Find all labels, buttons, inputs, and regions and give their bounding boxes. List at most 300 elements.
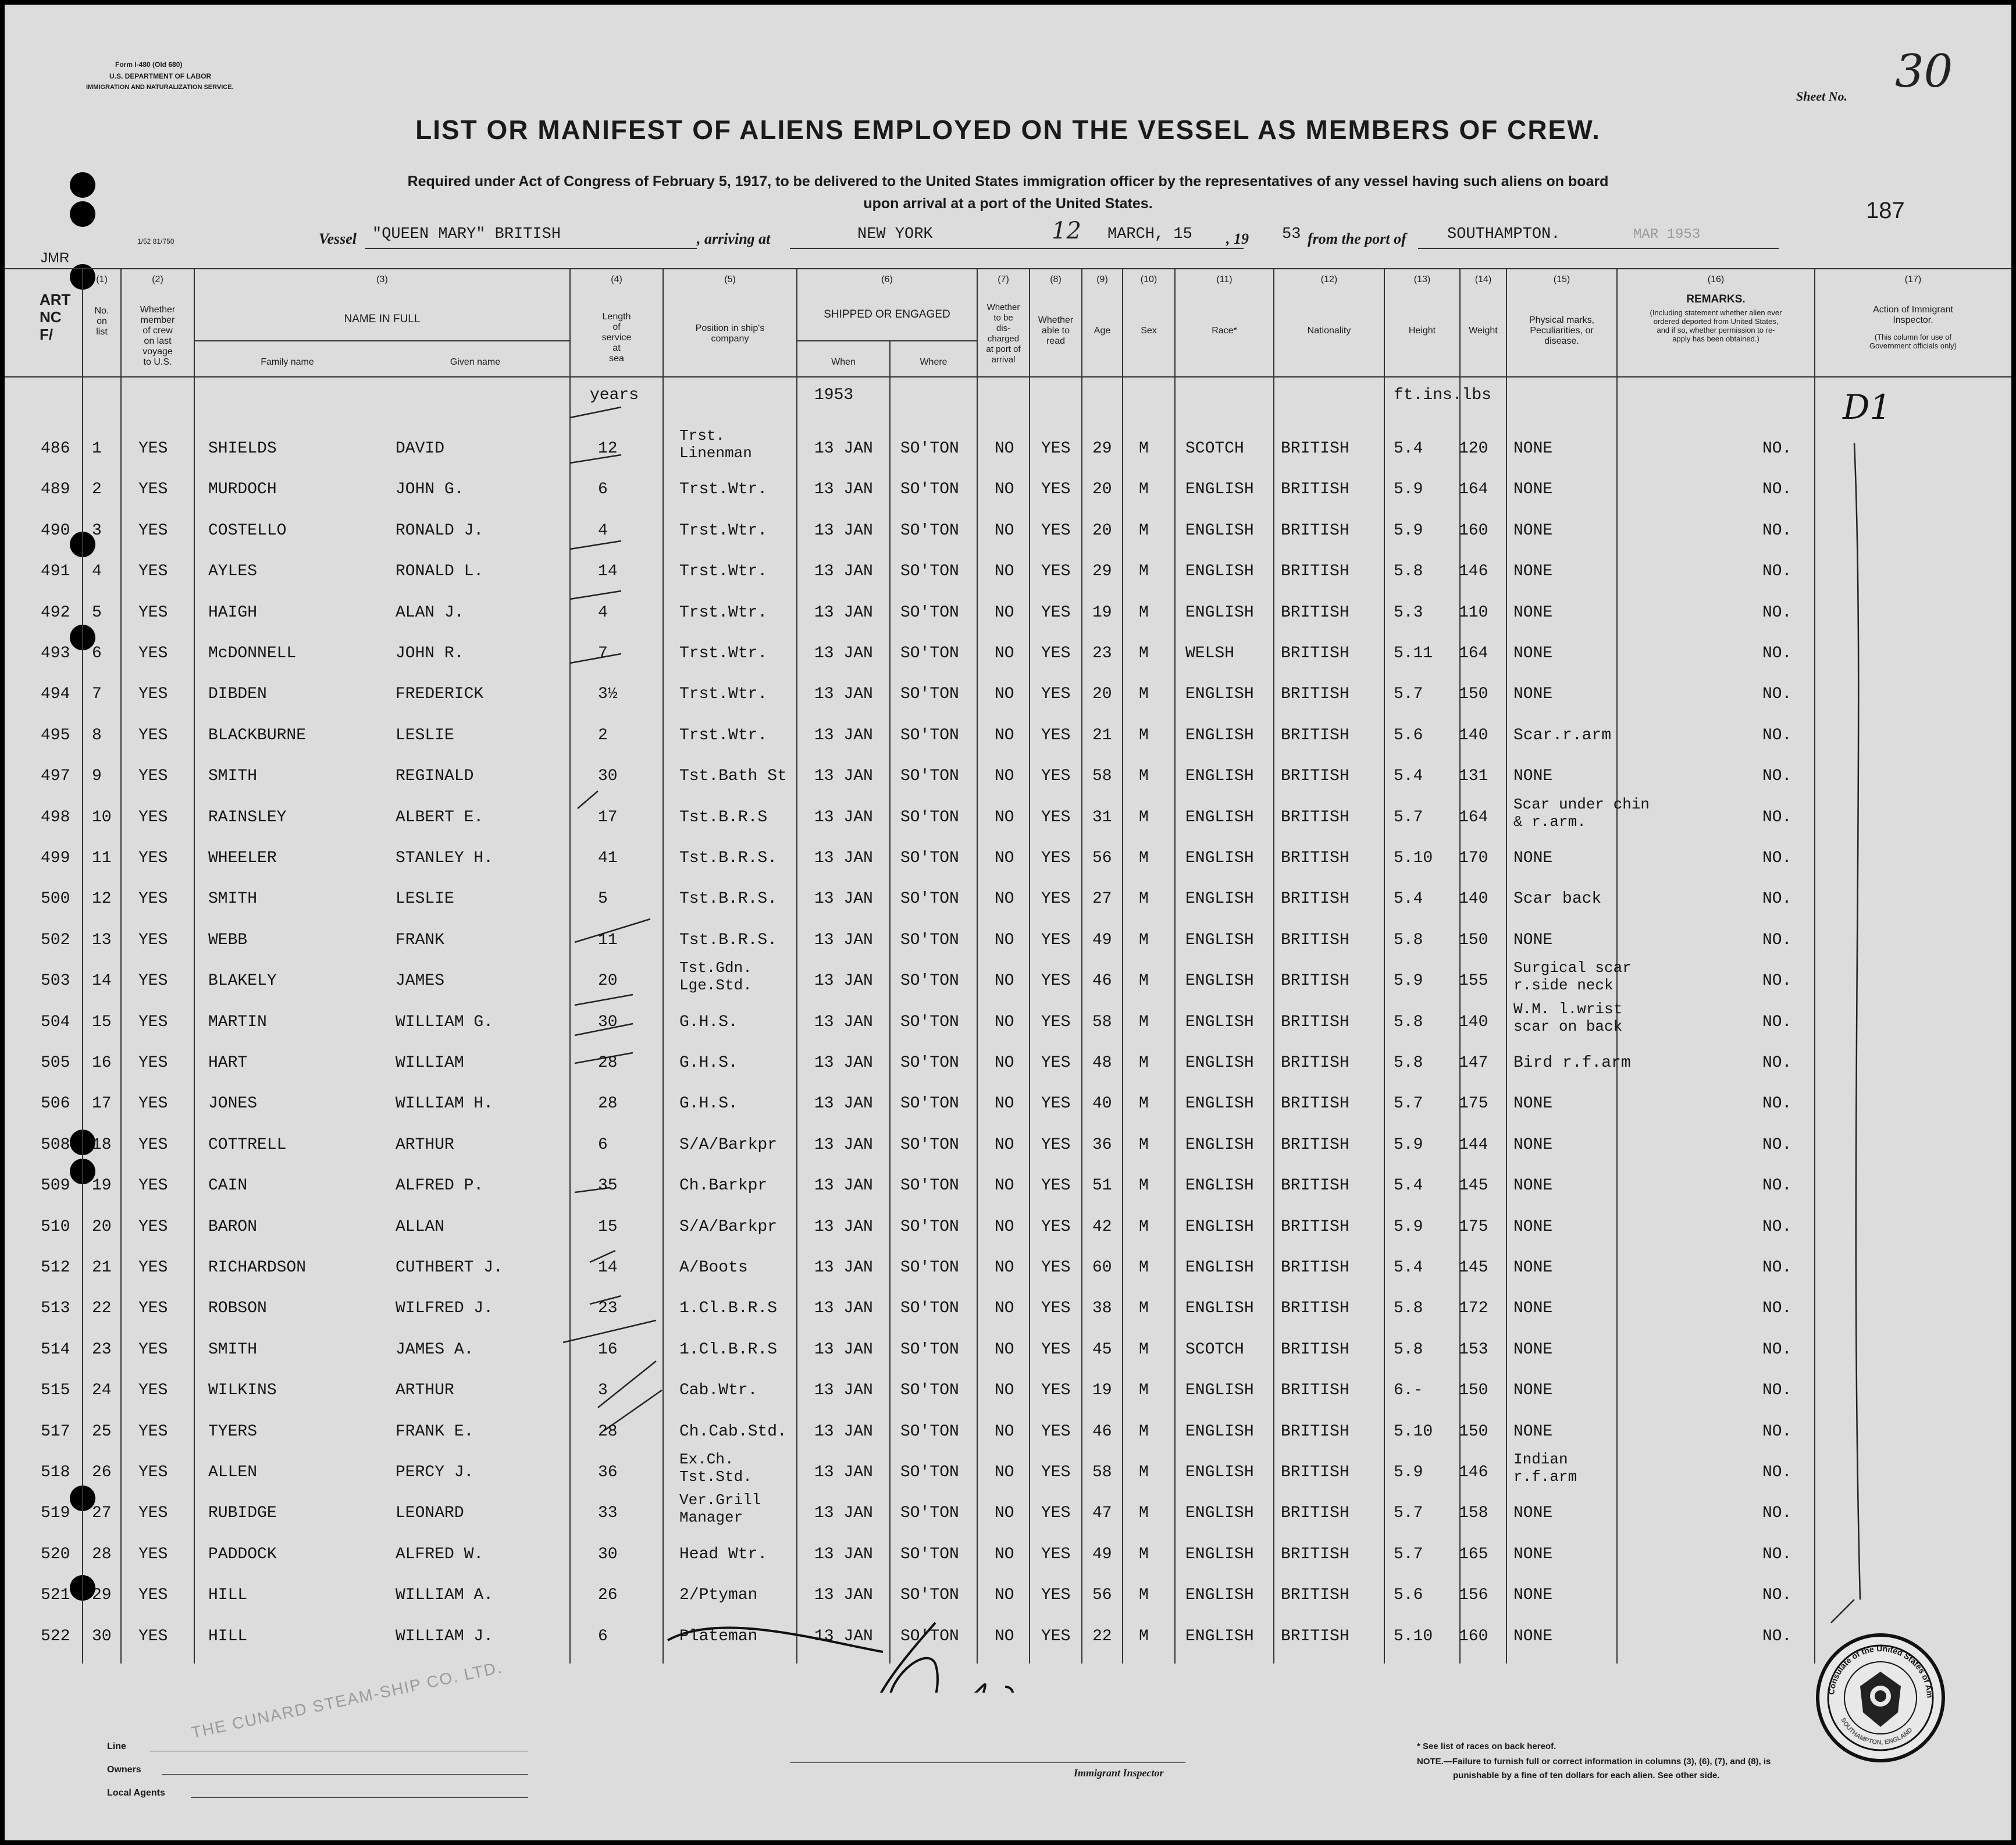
cell-shipped-where: SO'TON	[900, 1259, 959, 1277]
cell-sex: M	[1139, 521, 1149, 540]
cell-height: 5.9	[1394, 1217, 1423, 1236]
cell-given-name: LEONARD	[396, 1504, 464, 1523]
cell-remarks: NO.	[1762, 726, 1792, 745]
cell-nationality: BRITISH	[1281, 1217, 1349, 1236]
cell-position: S/A/Barkpr	[679, 1217, 778, 1236]
service-name: IMMIGRATION AND NATURALIZATION SERVICE.	[86, 84, 234, 91]
cell-position: G.H.S.	[679, 1054, 738, 1072]
cell-discharged: NO	[995, 603, 1014, 622]
cell-physical-marks: W.M. l.wrist scar on back	[1513, 1000, 1623, 1035]
cell-shipped-when: 13 JAN	[814, 1095, 873, 1113]
cell-remarks: NO.	[1762, 685, 1792, 704]
header-when: When	[831, 357, 856, 367]
cell-list-number: 14	[92, 972, 112, 991]
cell-family-name: HART	[208, 1054, 248, 1072]
cell-length-of-service: 3	[598, 1381, 608, 1400]
cell-remarks: NO.	[1762, 767, 1792, 786]
cell-height: 5.8	[1394, 931, 1423, 949]
svg-text:SOUTHAMPTON, ENGLAND: SOUTHAMPTON, ENGLAND	[1839, 1716, 1914, 1747]
cell-shipped-where: SO'TON	[900, 1217, 959, 1236]
cell-art-number: 514	[41, 1340, 70, 1359]
cell-nationality: BRITISH	[1281, 808, 1349, 827]
cell-height: 5.6	[1394, 1586, 1423, 1605]
cell-physical-marks: Scar under chin & r.arm.	[1513, 795, 1650, 831]
cell-list-number: 8	[92, 726, 102, 745]
cell-given-name: REGINALD	[396, 767, 474, 786]
cell-height: 5.9	[1394, 480, 1423, 499]
cell-art-number: 491	[41, 562, 70, 581]
cell-member-of-crew: YES	[138, 603, 168, 622]
cell-nationality: BRITISH	[1281, 1545, 1349, 1563]
cell-family-name: McDONNELL	[208, 644, 297, 663]
cell-member-of-crew: YES	[138, 1217, 168, 1236]
cell-art-number: 512	[41, 1259, 70, 1277]
year-prefix: , 19	[1226, 230, 1249, 247]
company-stamp: THE CUNARD STEAM-SHIP CO. LTD.	[190, 1658, 504, 1742]
table-row	[5, 1045, 2011, 1085]
cell-family-name: RICHARDSON	[208, 1259, 307, 1277]
cell-age: 56	[1092, 1586, 1112, 1605]
cell-given-name: LESLIE	[396, 890, 454, 909]
cell-weight: 145	[1459, 1259, 1488, 1277]
cell-member-of-crew: YES	[138, 1381, 168, 1400]
cell-discharged: NO	[995, 1381, 1014, 1400]
cell-family-name: SMITH	[208, 890, 258, 909]
cell-physical-marks: NONE	[1513, 931, 1553, 949]
cell-shipped-when: 13 JAN	[814, 521, 873, 540]
cell-weight: 164	[1459, 644, 1488, 663]
cell-sex: M	[1139, 1054, 1149, 1072]
cell-sex: M	[1139, 972, 1149, 991]
cell-able-to-read: YES	[1041, 603, 1071, 622]
cell-art-number: 515	[41, 1381, 70, 1400]
cell-length-of-service: 41	[598, 849, 618, 867]
cell-family-name: RUBIDGE	[208, 1504, 277, 1523]
cell-discharged: NO	[995, 972, 1014, 991]
cell-age: 20	[1092, 685, 1112, 704]
cell-family-name: BARON	[208, 1217, 258, 1236]
cell-remarks: NO.	[1762, 1422, 1792, 1441]
subtitle-line-2: upon arrival at a port of the United States.	[863, 195, 1153, 212]
cell-sex: M	[1139, 603, 1149, 622]
cell-member-of-crew: YES	[138, 1422, 168, 1441]
cell-length-of-service: 4	[598, 603, 608, 622]
cell-weight: 147	[1459, 1054, 1488, 1072]
cell-family-name: BLACKBURNE	[208, 726, 307, 745]
cell-weight: 175	[1459, 1095, 1488, 1113]
cell-height: 5.4	[1394, 440, 1423, 458]
cell-nationality: BRITISH	[1281, 1463, 1349, 1481]
cell-weight: 150	[1459, 685, 1488, 704]
cell-remarks: NO.	[1762, 440, 1792, 458]
cell-shipped-when: 13 JAN	[814, 1013, 873, 1031]
cell-given-name: WILLIAM A.	[396, 1586, 494, 1605]
cell-race: ENGLISH	[1185, 1259, 1254, 1277]
cell-length-of-service: 6	[598, 1627, 608, 1645]
cell-family-name: SHIELDS	[208, 440, 277, 458]
cell-position: A/Boots	[679, 1259, 748, 1277]
cell-race: ENGLISH	[1185, 1504, 1254, 1523]
cell-nationality: BRITISH	[1281, 480, 1349, 499]
cell-art-number: 498	[41, 808, 70, 827]
cell-physical-marks: Scar back	[1513, 890, 1602, 909]
cell-art-number: 519	[41, 1504, 70, 1523]
header-col-9: (9)	[1096, 275, 1108, 284]
cell-length-of-service: 30	[598, 1545, 618, 1563]
cell-physical-marks: NONE	[1513, 849, 1553, 867]
cell-member-of-crew: YES	[138, 1135, 168, 1154]
from-underline	[1418, 248, 1779, 249]
cell-able-to-read: YES	[1041, 726, 1071, 745]
header-family-name: Family name	[261, 357, 314, 367]
cell-age: 19	[1092, 603, 1112, 622]
cell-member-of-crew: YES	[138, 931, 168, 949]
cell-physical-marks: Bird r.f.arm	[1513, 1054, 1631, 1072]
cell-sex: M	[1139, 1627, 1149, 1645]
cell-given-name: WILLIAM	[396, 1054, 464, 1072]
cell-length-of-service: 16	[598, 1340, 618, 1359]
table-row	[5, 959, 2011, 1003]
cell-position: Trst.Wtr.	[679, 603, 768, 622]
cell-weight: 110	[1459, 603, 1488, 622]
cell-race: ENGLISH	[1185, 1217, 1254, 1236]
cell-able-to-read: YES	[1041, 1299, 1071, 1318]
table-row	[5, 1209, 2011, 1249]
cell-sex: M	[1139, 440, 1149, 458]
manifest-table	[5, 268, 2011, 1693]
cell-age: 27	[1092, 890, 1112, 909]
cell-list-number: 7	[92, 685, 102, 704]
cell-nationality: BRITISH	[1281, 521, 1349, 540]
cell-age: 58	[1092, 1463, 1112, 1481]
cell-family-name: ALLEN	[208, 1463, 258, 1481]
cell-shipped-where: SO'TON	[900, 767, 959, 786]
header-no-on-list: No. on list	[94, 306, 109, 337]
cell-member-of-crew: YES	[138, 1013, 168, 1031]
cell-shipped-where: SO'TON	[900, 1177, 959, 1195]
table-row	[5, 553, 2011, 594]
table-row	[5, 1085, 2011, 1126]
cell-member-of-crew: YES	[138, 972, 168, 991]
port-underline	[790, 248, 1244, 249]
cell-physical-marks: NONE	[1513, 603, 1553, 622]
cell-discharged: NO	[995, 808, 1014, 827]
cell-physical-marks: NONE	[1513, 480, 1553, 499]
table-row	[5, 1331, 2011, 1372]
cell-given-name: CUTHBERT J.	[396, 1259, 503, 1277]
cell-physical-marks: NONE	[1513, 1586, 1553, 1605]
cell-race: ENGLISH	[1185, 726, 1254, 745]
cell-list-number: 25	[92, 1422, 112, 1441]
cell-age: 20	[1092, 480, 1112, 499]
cell-able-to-read: YES	[1041, 1340, 1071, 1359]
cell-height: 5.10	[1394, 1627, 1433, 1645]
cell-nationality: BRITISH	[1281, 767, 1349, 786]
cell-able-to-read: YES	[1041, 1422, 1071, 1441]
cell-art-number: 508	[41, 1135, 70, 1154]
cell-age: 21	[1092, 726, 1112, 745]
cell-nationality: BRITISH	[1281, 849, 1349, 867]
cell-discharged: NO	[995, 1095, 1014, 1113]
cell-shipped-when: 13 JAN	[814, 1504, 873, 1523]
cell-age: 48	[1092, 1054, 1112, 1072]
cell-shipped-when: 13 JAN	[814, 644, 873, 663]
cell-given-name: FRANK	[396, 931, 445, 949]
cell-length-of-service: 30	[598, 1013, 618, 1031]
cell-shipped-when: 13 JAN	[814, 1381, 873, 1400]
cell-shipped-where: SO'TON	[900, 1054, 959, 1072]
cell-age: 23	[1092, 644, 1112, 663]
cell-position: G.H.S.	[679, 1095, 738, 1113]
cell-given-name: WILLIAM H.	[396, 1095, 494, 1113]
cell-given-name: ALLAN	[396, 1217, 445, 1236]
cell-position: Trst.Wtr.	[679, 726, 768, 745]
cell-shipped-when: 13 JAN	[814, 1299, 873, 1318]
header-remarks: REMARKS.	[1686, 293, 1746, 305]
table-row	[5, 1536, 2011, 1577]
cell-position: Trst.Wtr.	[679, 521, 768, 540]
cell-shipped-where: SO'TON	[900, 1381, 959, 1400]
table-row	[5, 1491, 2011, 1536]
cell-age: 29	[1092, 562, 1112, 581]
cell-length-of-service: 28	[598, 1054, 618, 1072]
table-row	[5, 594, 2011, 635]
cell-shipped-when: 13 JAN	[814, 603, 873, 622]
cell-discharged: NO	[995, 1422, 1014, 1441]
header-col-13: (13)	[1413, 275, 1431, 284]
table-row	[5, 1413, 2011, 1454]
cell-sex: M	[1139, 644, 1149, 663]
cell-shipped-when: 13 JAN	[814, 1340, 873, 1359]
table-row	[5, 840, 2011, 881]
manifest-sheet	[5, 5, 2011, 1840]
page-title: LIST OR MANIFEST OF ALIENS EMPLOYED ON THE VESSEL AS MEMBERS OF CREW.	[415, 115, 1601, 145]
cell-shipped-when: 13 JAN	[814, 685, 873, 704]
cell-shipped-where: SO'TON	[900, 1013, 959, 1031]
cell-race: WELSH	[1185, 644, 1235, 663]
cell-list-number: 1	[92, 440, 102, 458]
cell-physical-marks: NONE	[1513, 1545, 1553, 1563]
cell-discharged: NO	[995, 767, 1014, 786]
cell-length-of-service: 14	[598, 562, 618, 581]
cell-given-name: LESLIE	[396, 726, 454, 745]
cell-physical-marks: NONE	[1513, 1177, 1553, 1195]
cell-shipped-when: 13 JAN	[814, 1627, 873, 1645]
cell-race: ENGLISH	[1185, 1545, 1254, 1563]
cell-art-number: 520	[41, 1545, 70, 1563]
cell-able-to-read: YES	[1041, 1504, 1071, 1523]
cell-weight: 156	[1459, 1586, 1488, 1605]
cell-discharged: NO	[995, 521, 1014, 540]
cell-height: 5.10	[1394, 849, 1433, 867]
cell-art-number: 494	[41, 685, 70, 704]
stamp-number: 187	[1866, 198, 1905, 223]
cell-art-number: 502	[41, 931, 70, 949]
cell-discharged: NO	[995, 480, 1014, 499]
cell-discharged: NO	[995, 1463, 1014, 1481]
cell-list-number: 28	[92, 1545, 112, 1563]
cell-able-to-read: YES	[1041, 1095, 1071, 1113]
cell-physical-marks: NONE	[1513, 767, 1553, 786]
cell-position: Trst.Wtr.	[679, 644, 768, 663]
cell-age: 58	[1092, 767, 1112, 786]
header-col-15: (15)	[1553, 275, 1570, 284]
cell-nationality: BRITISH	[1281, 1013, 1349, 1031]
header-race: Race*	[1212, 326, 1237, 336]
cell-weight: 153	[1459, 1340, 1488, 1359]
cell-list-number: 27	[92, 1504, 112, 1523]
cell-age: 46	[1092, 1422, 1112, 1441]
cell-length-of-service: 26	[598, 1586, 618, 1605]
header-member-of-crew: Whether member of crew on last voyage to U.S.	[140, 305, 176, 367]
cell-age: 51	[1092, 1177, 1112, 1195]
cell-member-of-crew: YES	[138, 480, 168, 499]
cell-family-name: MARTIN	[208, 1013, 267, 1031]
cell-height: 5.4	[1394, 1259, 1423, 1277]
header-col-16: (16)	[1707, 275, 1725, 284]
cell-weight: 140	[1459, 890, 1488, 909]
cell-given-name: ARTHUR	[396, 1135, 454, 1154]
cell-height: 5.4	[1394, 767, 1423, 786]
cell-race: ENGLISH	[1185, 890, 1254, 909]
cell-member-of-crew: YES	[138, 1177, 168, 1195]
cell-able-to-read: YES	[1041, 1054, 1071, 1072]
cell-nationality: BRITISH	[1281, 726, 1349, 745]
cell-nationality: BRITISH	[1281, 972, 1349, 991]
cell-shipped-where: SO'TON	[900, 1340, 959, 1359]
cell-position: Ver.Grill Manager	[679, 1491, 761, 1527]
cell-shipped-when: 13 JAN	[814, 808, 873, 827]
cell-race: ENGLISH	[1185, 1381, 1254, 1400]
cell-art-number: 492	[41, 603, 70, 622]
header-where: Where	[920, 357, 948, 367]
cell-art-number: 503	[41, 972, 70, 991]
cell-given-name: PERCY J.	[396, 1463, 474, 1481]
cell-art-number: 513	[41, 1299, 70, 1318]
cell-weight: 155	[1459, 972, 1488, 991]
footer-owners-rule	[162, 1774, 528, 1775]
cell-given-name: JOHN G.	[396, 480, 464, 499]
arrival-month: MARCH, 15	[1107, 226, 1192, 243]
cell-list-number: 2	[92, 480, 102, 499]
cell-nationality: BRITISH	[1281, 1299, 1349, 1318]
cell-member-of-crew: YES	[138, 890, 168, 909]
cell-sex: M	[1139, 726, 1149, 745]
cell-remarks: NO.	[1762, 1381, 1792, 1400]
cell-shipped-when: 13 JAN	[814, 972, 873, 991]
cell-discharged: NO	[995, 562, 1014, 581]
cell-shipped-when: 13 JAN	[814, 1422, 873, 1441]
cell-position: G.H.S.	[679, 1013, 738, 1031]
cell-physical-marks: NONE	[1513, 1381, 1553, 1400]
cell-given-name: FRANK E.	[396, 1422, 474, 1441]
cell-sex: M	[1139, 1095, 1149, 1113]
cell-able-to-read: YES	[1041, 1586, 1071, 1605]
cell-remarks: NO.	[1762, 1463, 1792, 1481]
cell-race: SCOTCH	[1185, 1340, 1244, 1359]
cell-family-name: DIBDEN	[208, 685, 267, 704]
cell-race: ENGLISH	[1185, 1299, 1254, 1318]
cell-able-to-read: YES	[1041, 480, 1071, 499]
form-code: 1/52 81/750	[137, 237, 174, 245]
cell-height: 5.8	[1394, 1299, 1423, 1318]
cell-able-to-read: YES	[1041, 890, 1071, 909]
cell-length-of-service: 20	[598, 972, 618, 991]
cell-weight: 120	[1459, 440, 1488, 458]
cell-family-name: PADDOCK	[208, 1545, 277, 1563]
cell-family-name: HILL	[208, 1627, 248, 1645]
cell-member-of-crew: YES	[138, 1340, 168, 1359]
cell-discharged: NO	[995, 1299, 1014, 1318]
cell-age: 19	[1092, 1381, 1112, 1400]
cell-member-of-crew: YES	[138, 849, 168, 867]
table-row	[5, 1167, 2011, 1208]
cell-position: Tst.B.R.S.	[679, 890, 778, 909]
cell-race: ENGLISH	[1185, 480, 1254, 499]
cell-art-number: 505	[41, 1054, 70, 1072]
header-length-of-service: Length of service at sea	[601, 312, 632, 364]
cell-weight: 164	[1459, 480, 1488, 499]
cell-height: 5.3	[1394, 603, 1423, 622]
cell-art-number: 497	[41, 767, 70, 786]
table-row	[5, 471, 2011, 512]
cell-list-number: 15	[92, 1013, 112, 1031]
cell-art-number: 489	[41, 480, 70, 499]
cell-nationality: BRITISH	[1281, 1135, 1349, 1154]
cell-discharged: NO	[995, 1627, 1014, 1645]
cell-given-name: RONALD J.	[396, 521, 484, 540]
cell-nationality: BRITISH	[1281, 1054, 1349, 1072]
cell-list-number: 22	[92, 1299, 112, 1318]
cell-list-number: 5	[92, 603, 102, 622]
note-line-2: punishable by a fine of ten dollars for each alien. See other side.	[1453, 1771, 1720, 1780]
sheet-number: 30	[1895, 45, 1953, 98]
cell-shipped-when: 13 JAN	[814, 726, 873, 745]
cell-position: Tst.B.R.S.	[679, 849, 778, 867]
cell-remarks: NO.	[1762, 1259, 1792, 1277]
cell-discharged: NO	[995, 644, 1014, 663]
cell-nationality: BRITISH	[1281, 890, 1349, 909]
cell-art-number: 504	[41, 1013, 70, 1031]
cell-sex: M	[1139, 767, 1149, 786]
unit-ft-ins-lbs: ft.ins.lbs	[1394, 386, 1492, 404]
cell-shipped-where: SO'TON	[900, 1422, 959, 1441]
cell-member-of-crew: YES	[138, 1463, 168, 1481]
cell-shipped-when: 13 JAN	[814, 767, 873, 786]
cell-position: 1.Cl.B.R.S	[679, 1299, 778, 1318]
cell-length-of-service: 6	[598, 1135, 608, 1154]
cell-able-to-read: YES	[1041, 767, 1071, 786]
cell-position: 1.Cl.B.R.S	[679, 1340, 778, 1359]
cell-shipped-when: 13 JAN	[814, 931, 873, 949]
cell-length-of-service: 7	[598, 644, 608, 663]
cell-nationality: BRITISH	[1281, 1177, 1349, 1195]
cell-list-number: 16	[92, 1054, 112, 1072]
date-stamp: MAR 1953	[1633, 227, 1701, 243]
cell-able-to-read: YES	[1041, 1217, 1071, 1236]
cell-shipped-where: SO'TON	[900, 1463, 959, 1481]
cell-family-name: TYERS	[208, 1422, 258, 1441]
cell-shipped-where: SO'TON	[900, 1504, 959, 1523]
cell-given-name: ALBERT E.	[396, 808, 484, 827]
cell-list-number: 20	[92, 1217, 112, 1236]
cell-weight: 131	[1459, 767, 1488, 786]
header-discharged: Whether to be dis- charged at port of arrival	[986, 302, 1021, 365]
cell-nationality: BRITISH	[1281, 1381, 1349, 1400]
header-col-5: (5)	[724, 275, 736, 284]
cell-art-number: 509	[41, 1177, 70, 1195]
cell-shipped-when: 13 JAN	[814, 1586, 873, 1605]
